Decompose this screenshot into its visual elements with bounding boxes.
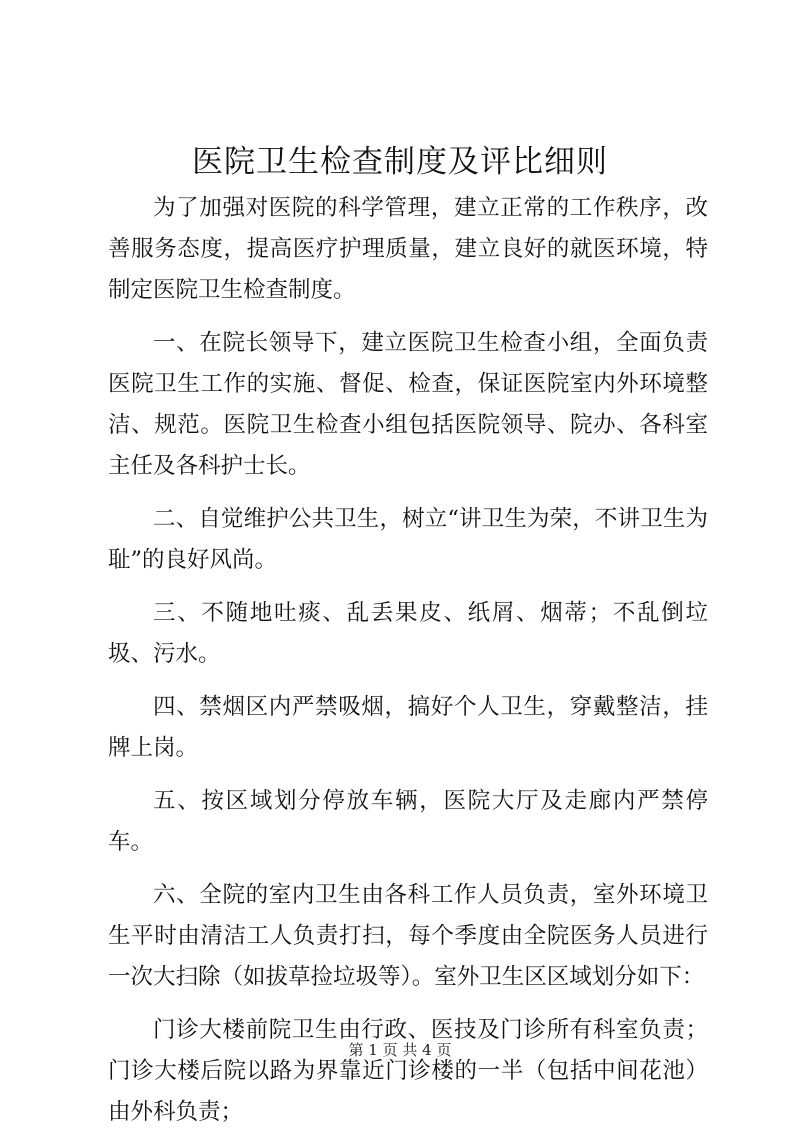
paragraph-item-5: 五、按区域划分停放车辆，医院大厅及走廊内严禁停车。 <box>108 788 708 855</box>
page-number-footer: 第 1 页 共 4 页 <box>348 1041 452 1059</box>
paragraph-item-2: 二、自觉维护公共卫生，树立“讲卫生为荣，不讲卫生为耻”的良好风尚。 <box>108 506 708 573</box>
paragraph-item-3: 三、不随地吐痰、乱丢果皮、纸屑、烟蒂；不乱倒垃圾、污水。 <box>108 600 708 667</box>
paragraph-item-4: 四、禁烟区内严禁吸烟，搞好个人卫生，穿戴整洁，挂牌上岗。 <box>108 694 708 761</box>
paragraph-item-1: 一、在院长领导下，建立医院卫生检查小组，全面负责医院卫生工作的实施、督促、检查，保证医院室内外环境整洁、规范。医院卫生检查小组包括医院领导、院办、各科室主任及各科护士长。 <box>108 330 708 479</box>
document-title: 医院卫生检查制度及评比细则 <box>192 144 608 180</box>
document-body <box>108 188 708 1145</box>
paragraph-intro: 为了加强对医院的科学管理，建立正常的工作秩序，改善服务态度，提高医疗护理质量，建立良好的就医环境，特制定医院卫生检查制度。 <box>108 195 708 303</box>
paragraph-item-6: 六、全院的室内卫生由各科工作人员负责，室外环境卫生平时由清洁工人负责打扫，每个季度由全院医务人员进行一次大扫除（如拔草捡垃圾等）。室外卫生区区域划分如下： <box>108 882 708 990</box>
paragraph-outdoor-division: 门诊大楼前院卫生由行政、医技及门诊所有科室负责；门诊大楼后院以路为界靠近门诊楼的一半（包括中间花池）由外科负责； <box>108 1017 708 1125</box>
